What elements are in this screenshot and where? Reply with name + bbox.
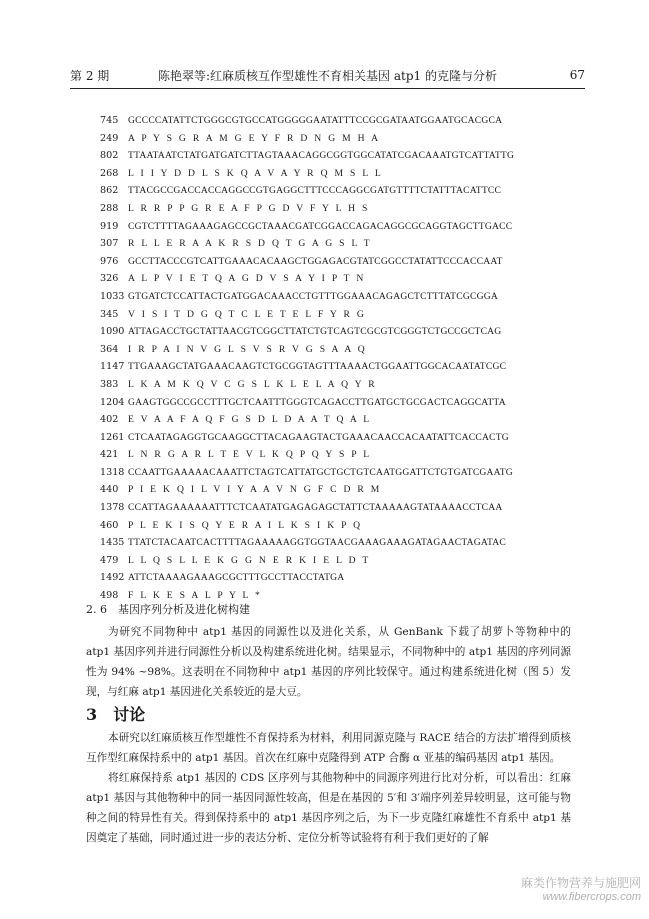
amino-acid-sequence: E V A A F A Q F G S D L D A A T Q A L [128, 414, 370, 426]
position-number: 326 [100, 273, 119, 285]
nucleotide-row [100, 358, 560, 376]
section-3-heading: 3 讨论 [86, 705, 146, 724]
nucleotide-sequence: ATTAGACCTGCTATTAACGTCGGCTTATCTGTCAGTCGCGTCGGGTCTGCCGCTCAG [128, 326, 502, 338]
amino-acid-row [100, 270, 560, 288]
amino-acid-sequence: L I I Y D D L S K Q A V A Y R Q M S L L [128, 167, 381, 179]
amino-acid-row [100, 376, 560, 394]
position-number: 345 [100, 308, 119, 320]
section-2-6-heading: 2. 6 基因序列分析及进化树构建 [86, 603, 250, 616]
nucleotide-row [100, 288, 560, 306]
position-number: 364 [100, 343, 119, 355]
position-number: 421 [100, 449, 119, 461]
position-number: 976 [100, 255, 119, 267]
amino-acid-sequence: L R R P P G R E A F P G D V F Y L H S [128, 202, 368, 214]
position-number: 288 [100, 202, 119, 214]
nucleotide-sequence: GTGATCTCCATTACTGATGGACAAACCTGTTTGGAAACAGAGCTCTTTATCGCGGA [128, 290, 498, 302]
position-number: 249 [100, 132, 119, 144]
paragraph: 将红麻保持系 atp1 基因的 CDS 区序列与其他物种中的同源序列进行比对分析，可以看出：红麻 atp1 基因与其他物种中的同一基因同源性较高，但是在基因的 5′和 3′端序列差异较明显，这可能与物种之间的特异性有关。得到保持系中的 atp1 基因序列之后，为下一步克隆红麻雄性不育系中 atp1 基因奠定了基础，同时通过进一步的表达分析、定位分析等试验将有利于我们更好的了解 [86, 772, 571, 844]
nucleotide-row [100, 182, 560, 200]
paragraph: 本研究以红麻质核互作型雄性不育保持系为材料，利用同源克隆与 RACE 结合的方法扩增得到质核互作型红麻保持系中的 atp1 基因。首次在红麻中克隆得到 ATP 合酶 α 亚基的编码基因 atp1 基因。 [86, 732, 571, 764]
position-number: 402 [100, 414, 119, 426]
nucleotide-sequence: TTGAAAGCTATGAAACAAGTCTGCGGTAGTTTAAAACTGGAATTGGCACAATATCGC [128, 361, 507, 373]
section-2-6-body [86, 622, 571, 702]
nucleotide-sequence: CCATTAGAAAAAATTTCTCAATATGAGAGAGCTATTCTAAAAAGTATAAAACCTCAA [128, 502, 503, 514]
nucleotide-row [100, 112, 560, 130]
nucleotide-sequence: GAAGTGGCCGCCTTTGCTCAATTTGGGTCAGACCTTGATGCTGCGACTCAGGCATTA [128, 396, 506, 408]
position-number: 1435 [100, 537, 125, 549]
position-number: 1147 [100, 361, 125, 373]
nucleotide-row [100, 534, 560, 552]
position-number: 1378 [100, 502, 125, 514]
paragraph: 为研究不同物种中 atp1 基因的同源性以及进化关系，从 GenBank 下载了胡萝卜等物种中的 atp1 基因序列并进行同源性分析以及构建系统进化树。结果显示，不同物种中的 atp1 基因的序列同源性为 94% ~98%。这表明在不同物种中 atp1 基因的序列比较保守。通过构建系统进化树（图 5）发现，与红麻 atp1 基因进化关系较近的是大豆。 [86, 626, 571, 698]
nucleotide-row [100, 147, 560, 165]
amino-acid-sequence: P L E K I S Q Y E R A I L K S I K P Q [128, 519, 361, 531]
nucleotide-row [100, 323, 560, 341]
nucleotide-row [100, 394, 560, 412]
nucleotide-sequence: TTATCTACAATCACTTTTAGAAAAAGGTGGTAACGAAAGAAAGATAGAACTAGATAC [128, 537, 507, 549]
amino-acid-row [100, 481, 560, 499]
nucleotide-row [100, 499, 560, 517]
amino-acid-sequence: P I E K Q I L V I Y A A V N G F C D R M [128, 484, 380, 496]
nucleotide-sequence: GCCCCATATTCTGGGCGTGCCATGGGGGAATATTTCCGCGATAATGGAATGCACGCA [128, 115, 503, 126]
header-rule [70, 88, 585, 89]
position-number: 307 [100, 238, 119, 250]
amino-acid-sequence: V I S I T D G Q T C L E T E L F Y R G [128, 308, 364, 320]
nucleotide-sequence: TTAATAATCTATGATGATCTTAGTAAACAGGCGGTGGCATATCGACAAATGTCATTATTG [128, 150, 515, 162]
amino-acid-row [100, 552, 560, 570]
amino-acid-sequence: L K A M K Q V C G S L K L E L A Q Y R [128, 378, 375, 390]
amino-acid-row [100, 517, 560, 535]
nucleotide-row [100, 464, 560, 482]
nucleotide-sequence: CGTCTTTTAGAAAGAGCCGCTAAACGATCGGACCAGACAGGCGCAGGTAGCTTGACC [128, 220, 513, 232]
position-number: 1033 [100, 290, 125, 302]
amino-acid-row [100, 130, 560, 148]
position-number: 1261 [100, 431, 125, 443]
sequence-block [100, 112, 560, 605]
nucleotide-row [100, 429, 560, 447]
nucleotide-row [100, 218, 560, 236]
position-number: 1318 [100, 466, 125, 478]
issue-number: 第 2 期 [70, 68, 110, 83]
nucleotide-row [100, 569, 560, 587]
amino-acid-row [100, 165, 560, 183]
amino-acid-row [100, 446, 560, 464]
watermark-url: www.fibercrops.com [542, 891, 641, 903]
nucleotide-sequence: CTCAATAGAGGTGCAAGGCTTACAGAAGTACTGAAACAACCACAATATTCACCACTG [128, 431, 509, 443]
nucleotide-sequence: TTACGCCGACCACCAGGCCGTGAGGCTTTCCCAGGCGATGTTTTCTATTTACATTCC [128, 185, 502, 197]
running-header [70, 66, 585, 84]
position-number: 862 [100, 185, 119, 197]
amino-acid-row [100, 411, 560, 429]
position-number: 479 [100, 554, 119, 566]
position-number: 919 [100, 220, 119, 232]
position-number: 498 [100, 590, 119, 602]
amino-acid-sequence: L L Q S L L E K G G N E R K I E L D T [128, 554, 369, 566]
position-number: 1090 [100, 326, 125, 338]
amino-acid-sequence: R L L E R A A K R S D Q T G A G S L T [128, 238, 370, 250]
amino-acid-sequence: L N R G A R L T E V L K Q P Q Y S P L [128, 449, 370, 461]
position-number: 383 [100, 378, 119, 390]
position-number: 1204 [100, 396, 125, 408]
position-number: 1492 [100, 572, 125, 584]
amino-acid-row [100, 200, 560, 218]
nucleotide-sequence: GCCTTACCCGTCATTGAAACACAAGCTGGAGACGTATCGGCCTATATTCCCACCAAT [128, 255, 503, 267]
position-number: 802 [100, 150, 119, 162]
nucleotide-row [100, 253, 560, 271]
watermark-text: 麻类作物营养与施肥网 [520, 876, 641, 890]
amino-acid-row [100, 235, 560, 253]
amino-acid-sequence: A L P V I E T Q A G D V S A Y I P T N [128, 273, 364, 285]
page-number: 67 [569, 68, 585, 82]
amino-acid-row [100, 341, 560, 359]
position-number: 268 [100, 167, 119, 179]
amino-acid-sequence: F L K E S A L P Y L * [128, 590, 260, 602]
position-number: 440 [100, 484, 119, 496]
watermark [521, 874, 641, 903]
amino-acid-sequence: A P Y S G R A M G E Y F R D N G M H A [128, 132, 379, 144]
nucleotide-sequence: ATTCTAAAAGAAAGCGCTTTGCCTTACCTATGA [128, 572, 345, 584]
nucleotide-sequence: CCAATTGAAAAACAAATTCTAGTCATTATGCTGCTGTCAATGGATTCTGTGATCGAATG [128, 466, 513, 478]
amino-acid-row [100, 306, 560, 324]
discussion-body [86, 728, 571, 848]
position-number: 745 [100, 115, 119, 126]
running-title: 陈艳翠等:红麻质核互作型雄性不育相关基因 atp1 的克隆与分析 [158, 68, 497, 83]
position-number: 460 [100, 519, 119, 531]
amino-acid-sequence: I R P A I N V G L S V S R V G S A A Q [128, 343, 365, 355]
